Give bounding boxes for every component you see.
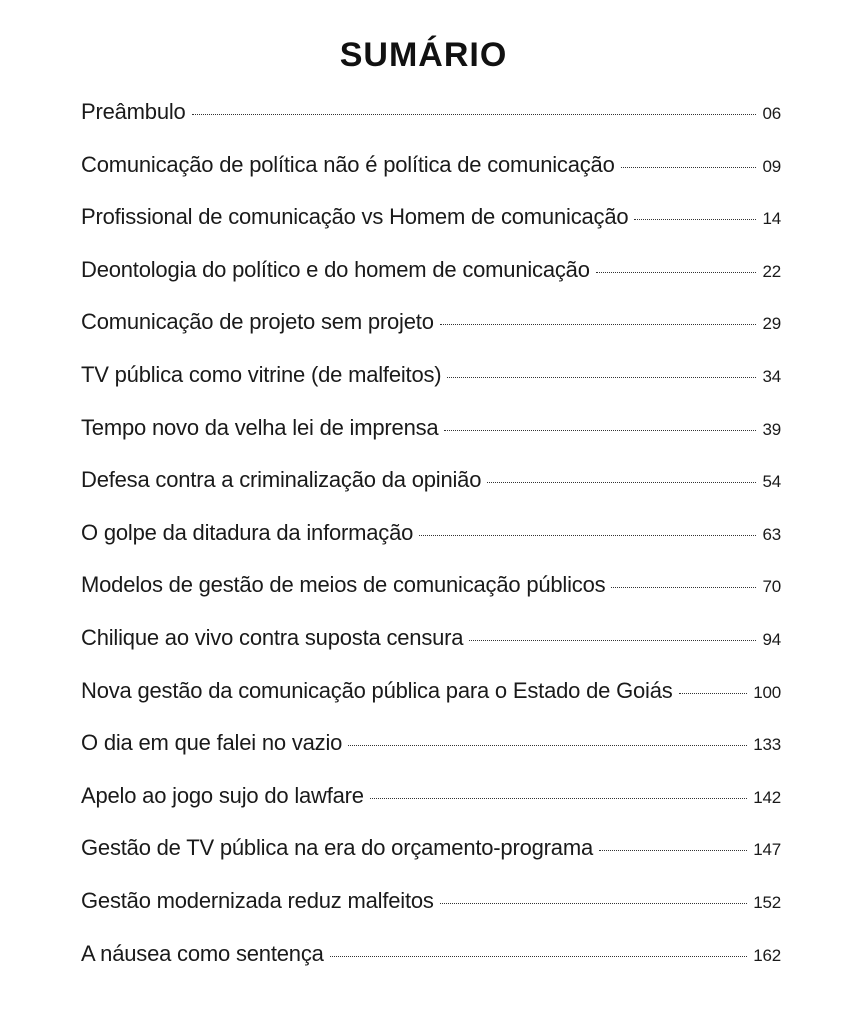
toc-entry[interactable] xyxy=(81,204,781,257)
toc-entry-page: 06 xyxy=(762,104,781,123)
toc-entry-title: Nova gestão da comunicação pública para o Estado de Goiás xyxy=(81,677,673,703)
dot-leader xyxy=(348,745,747,746)
toc-entry-page: 34 xyxy=(762,366,781,386)
toc-entry-title: TV pública como vitrine (de malfeitos) xyxy=(81,361,442,387)
toc-entry-page: 39 xyxy=(762,419,781,439)
dot-leader xyxy=(611,587,756,588)
toc-entry-page: 94 xyxy=(762,629,781,649)
toc-entry-title: Comunicação de política não é política de comunicação xyxy=(81,151,615,177)
toc-entry-page: 142 xyxy=(753,787,781,807)
toc-entry[interactable] xyxy=(81,415,781,468)
toc-entry[interactable] xyxy=(81,467,781,520)
toc-entry-page: 70 xyxy=(762,577,781,597)
toc-entry-page: 152 xyxy=(753,892,781,912)
toc-entry-title: Comunicação de projeto sem projeto xyxy=(81,309,434,335)
toc-entry-title: Modelos de gestão de meios de comunicação públicos xyxy=(81,572,606,598)
toc-entry[interactable] xyxy=(81,678,781,731)
toc-entry-page: 09 xyxy=(762,156,781,176)
toc-entry[interactable] xyxy=(81,730,781,783)
dot-leader xyxy=(679,693,748,694)
toc-entry[interactable] xyxy=(81,783,781,836)
toc-entry-title: Deontologia do político e do homem de comunicação xyxy=(81,256,590,282)
toc-entry-page: 63 xyxy=(762,524,781,544)
toc-entry-title: Gestão modernizada reduz malfeitos xyxy=(81,887,434,913)
toc-entry-title: O golpe da ditadura da informação xyxy=(81,519,414,545)
toc-entry-title: Gestão de TV pública na era do orçamento-programa xyxy=(81,835,593,861)
toc-entry-title: Defesa contra a criminalização da opinião xyxy=(81,467,482,493)
dot-leader xyxy=(330,956,748,957)
toc-entry-page: 133 xyxy=(753,735,781,755)
toc-entry[interactable] xyxy=(81,309,781,362)
toc-entry-title: A náusea como sentença xyxy=(81,940,324,966)
toc-entry-title: O dia em que falei no vazio xyxy=(81,730,343,756)
toc-entry-page: 54 xyxy=(762,472,781,492)
toc-entry[interactable] xyxy=(81,888,781,941)
dot-leader xyxy=(192,114,757,115)
dot-leader xyxy=(487,482,756,483)
dot-leader xyxy=(634,219,756,220)
dot-leader xyxy=(599,850,747,851)
toc-entry[interactable] xyxy=(81,572,781,625)
dot-leader xyxy=(469,640,756,641)
dot-leader xyxy=(621,167,757,168)
toc-entry-title: Tempo novo da velha lei de imprensa xyxy=(81,414,439,440)
page-title: SUMÁRIO xyxy=(339,36,508,74)
dot-leader xyxy=(440,903,748,904)
dot-leader xyxy=(444,430,756,431)
toc-entry[interactable] xyxy=(81,99,781,152)
dot-leader xyxy=(370,798,747,799)
toc-entry-title: Profissional de comunicação vs Homem de comunicação xyxy=(81,204,629,230)
toc-entry-page: 162 xyxy=(753,945,781,965)
dot-leader xyxy=(596,272,757,273)
toc-entry[interactable] xyxy=(81,520,781,573)
toc-entry-page: 14 xyxy=(762,209,781,229)
toc-entry[interactable] xyxy=(81,257,781,310)
toc-entry-page: 100 xyxy=(753,682,781,702)
toc-entry[interactable] xyxy=(81,152,781,205)
toc-entry[interactable] xyxy=(81,362,781,415)
toc-entry-title: Chilique ao vivo contra suposta censura xyxy=(81,624,464,650)
table-of-contents xyxy=(81,99,781,993)
dot-leader xyxy=(447,377,756,378)
toc-entry-page: 29 xyxy=(762,314,781,334)
toc-entry-title: Apelo ao jogo sujo do lawfare xyxy=(81,782,364,808)
toc-entry[interactable] xyxy=(81,835,781,888)
toc-entry-page: 22 xyxy=(762,261,781,281)
toc-entry[interactable] xyxy=(81,625,781,678)
toc-entry-title: Preâmbulo xyxy=(81,99,186,124)
dot-leader xyxy=(419,535,756,536)
dot-leader xyxy=(440,324,757,325)
toc-entry-page: 147 xyxy=(753,840,781,860)
toc-entry[interactable] xyxy=(81,941,781,994)
